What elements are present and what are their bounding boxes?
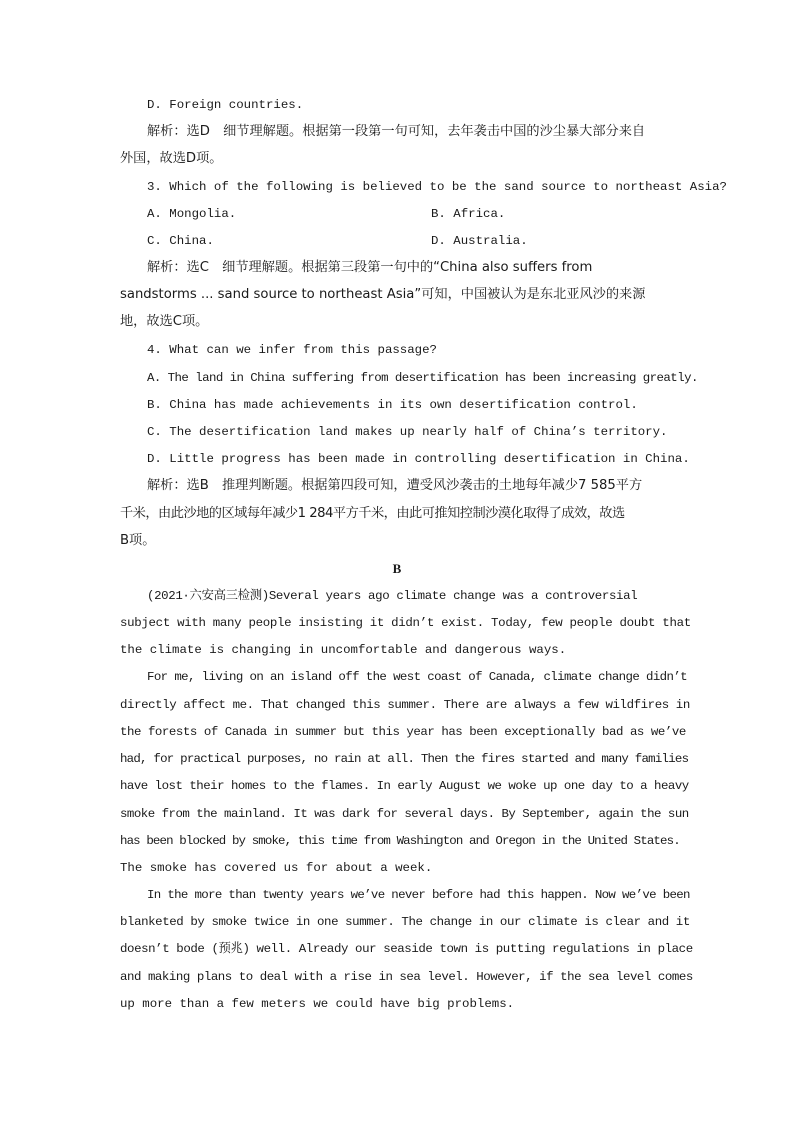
passage-p2-line-7: has been blocked by smoke, this time from Washington and Oregon in the United States. (120, 834, 680, 848)
prev-analysis-line-2: 外国，故选D项。 (120, 151, 223, 166)
passage-p2-line-4: had, for practical purposes, no rain at all. Then the fires started and many families (120, 752, 689, 766)
prev-analysis-line-1: 解析：选D 细节理解题。根据第一段第一句可知，去年袭击中国的沙尘暴大部分来自 (147, 124, 646, 139)
passage-p2-line-3: the forests of Canada in summer but this year has been exceptionally bad as we’ve (120, 725, 686, 739)
passage-p2-line-8: The smoke has covered us for about a week. (120, 861, 433, 875)
prev-option-d: D. Foreign countries. (147, 98, 304, 112)
passage-p3-line-5: up more than a few meters we could have big problems. (120, 997, 515, 1011)
passage-p2-line-1: For me, living on an island off the west coast of Canada, climate change didn’t (147, 670, 688, 684)
passage-p2-line-2: directly affect me. That changed this summer. There are always a few wildfires in (120, 698, 690, 712)
passage-p3-line-1: In the more than twenty years we’ve never before had this happen. Now we’ve been (147, 888, 690, 902)
passage-p1-line-1: (2021·六安高三检测)Several years ago climate change was a controversial (147, 589, 638, 603)
q3-analysis-line-3: 地，故选C项。 (120, 314, 209, 329)
q4-stem: 4. What can we infer from this passage? (147, 343, 437, 357)
passage-p2-line-5: have lost their homes to the flames. In early August we woke up one day to a heavy (120, 779, 689, 793)
q4-option-a: A. The land in China suffering from desertification has been increasing greatly. (147, 371, 698, 385)
q4-option-c: C. The desertification land makes up nearly half of China’s territory. (147, 425, 668, 439)
passage-p1-line-2: subject with many people insisting it didn’t exist. Today, few people doubt that (120, 616, 691, 630)
q4-option-d: D. Little progress has been made in controlling desertification in China. (147, 452, 690, 466)
q4-analysis-line-3: B项。 (120, 533, 156, 548)
passage-p3-line-2: blanketed by smoke twice in one summer. The change in our climate is clear and it (120, 915, 690, 929)
q3-option-b: B. Africa. (431, 207, 506, 221)
passage-p3-line-3: doesn’t bode (预兆) well. Already our seaside town is putting regulations in place (120, 942, 693, 956)
q3-stem: 3. Which of the following is believed to be the sand source to northeast Asia? (147, 180, 727, 194)
q4-analysis-line-2: 千米，由此沙地的区域每年减少1 284平方千米，由此可推知控制沙漠化取得了成效，故选 (120, 506, 625, 521)
passage-p2-line-6: smoke from the mainland. It was dark for several days. By September, again the sun (120, 807, 689, 821)
section-heading: B (392, 561, 402, 576)
passage-p1-line-3: the climate is changing in uncomfortable and dangerous ways. (120, 643, 567, 657)
q4-analysis-line-1: 解析：选B 推理判断题。根据第四段可知，遭受风沙袭击的土地每年减少7 585平方 (147, 478, 643, 493)
q3-analysis-line-1: 解析：选C 细节理解题。根据第三段第一句中的“China also suffers from (147, 260, 593, 275)
q3-option-c: C. China. (147, 234, 214, 248)
passage-p3-line-4: and making plans to deal with a rise in sea level. However, if the sea level comes (120, 970, 693, 984)
q3-option-a: A. Mongolia. (147, 207, 237, 221)
q4-option-b: B. China has made achievements in its own desertification control. (147, 398, 638, 412)
q3-option-d: D. Australia. (431, 234, 528, 248)
q3-analysis-line-2: sandstorms ... sand source to northeast Asia”可知，中国被认为是东北亚风沙的来源 (120, 287, 646, 302)
